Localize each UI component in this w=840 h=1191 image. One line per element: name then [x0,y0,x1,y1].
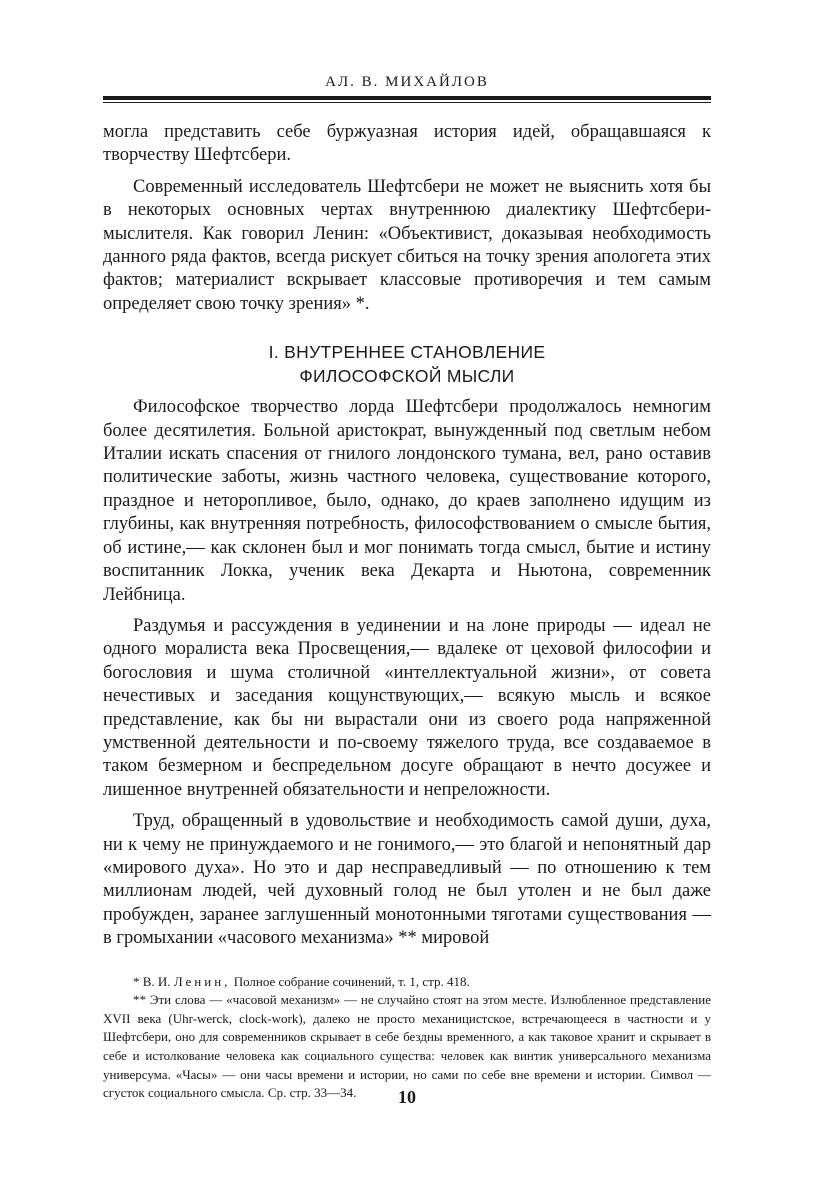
footnote-2: ** Эти слова — «часовой механизм» — не случайно стоят на этом месте. Излюбленное представление XVII века (Uhr-werck, clock-work), далеко не просто механицистское, встречающееся в частности и у Шефтсбери, оно для современников скрывает в себе бездны временного, а как таковое хранит и скрывает в себе и истолкование человека как социального существа: человек как винтик универсального механизма универсума. «Часы» — они часы времени и истории, но сами по себе вне времени и истории. Символ — сгусток социального смысла. Ср. стр. 33—34. [103,992,711,1101]
paragraph-5: Труд, обращенный в удовольствие и необходимость самой души, духа, ни к чему не принуждаемого и не гонимого,— это благой и непонятный дар «мирового духа». Но это и дар несправедливый — по отношению к тем миллионам людей, чей духовный голод не был утолен и не был даже пробужден, заранее заглушенный монотонными тяготами существования — в громыхании «часового механизма» ** мировой [103,811,711,949]
footnote-1-mark: * В. И. [133,973,171,989]
paragraph-3: Философское творчество лорда Шефтсбери продолжалось немногим более десятилетия. Больной аристократ, вынужденный под светлым небом Италии искать спасения от гнилого лондонского тумана, вел, рано оставив политические заботы, жизнь частного человека, существование которого, праздное и неторопливое, было, однако, до краев заполнено идущим из глубины, как внутренняя потребность, философствованием о смысле бытия, об истине,— как склонен был и мог понимать тогда смысл, бытие и истину воспитанник Локка, ученик века Декарта и Ньютона, современник Лейбница. [103,397,711,605]
page-number: 10 [398,1087,416,1107]
header-rule-thick [103,96,711,100]
book-page [103,70,711,1107]
footnote-1-author: Ленин, [173,973,231,989]
paragraph-1: могла представить себе буржуазная история идей, обращавшаяся к творчеству Шефтсбери. [103,122,711,166]
running-head: АЛ. В. МИХАЙЛОВ [325,74,489,90]
section-title-line-1: I. ВНУТРЕННЕЕ СТАНОВЛЕНИЕ [268,342,546,363]
section-title-line-2: ФИЛОСОФСКОЙ МЫСЛИ [299,366,515,387]
section-title [103,340,711,388]
main-text [103,121,711,951]
paragraph-2: Современный исследователь Шефтсбери не может не выяснить хотя бы в некоторых основных чертах внутреннюю диалектику Шефтсбери-мыслителя. Как говорил Ленин: «Объективист, доказывая необходимость данного ряда фактов, всегда рискует сбиться на точку зрения апологета этих фактов; материалист вскрывает классовые противоречия и тем самым определяет свою точку зрения» *. [103,176,711,314]
header-rule-thin [103,102,711,103]
footnotes [103,973,711,1103]
footnote-1-text: Полное собрание сочинений, т. 1, стр. 418. [233,973,470,989]
footnote-1 [103,973,711,992]
paragraph-4: Раздумья и рассуждения в уединении и на лоне природы — идеал не одного моралиста века Просвещения,— вдалеке от цеховой философии и богословия и шума столичной «интеллектуальной жизни», от совета нечестивых и заседания кощунствующих,— всякую мысль и всякое представление, как бы ни вырастали они из своего рода напряженной умственной деятельности и по-своему тяжелого труда, все создаваемое в таком безмерном и беспредельном досуге обращают в нечто досужее и лишенное внутренней обязательности и непреложности. [103,615,711,800]
